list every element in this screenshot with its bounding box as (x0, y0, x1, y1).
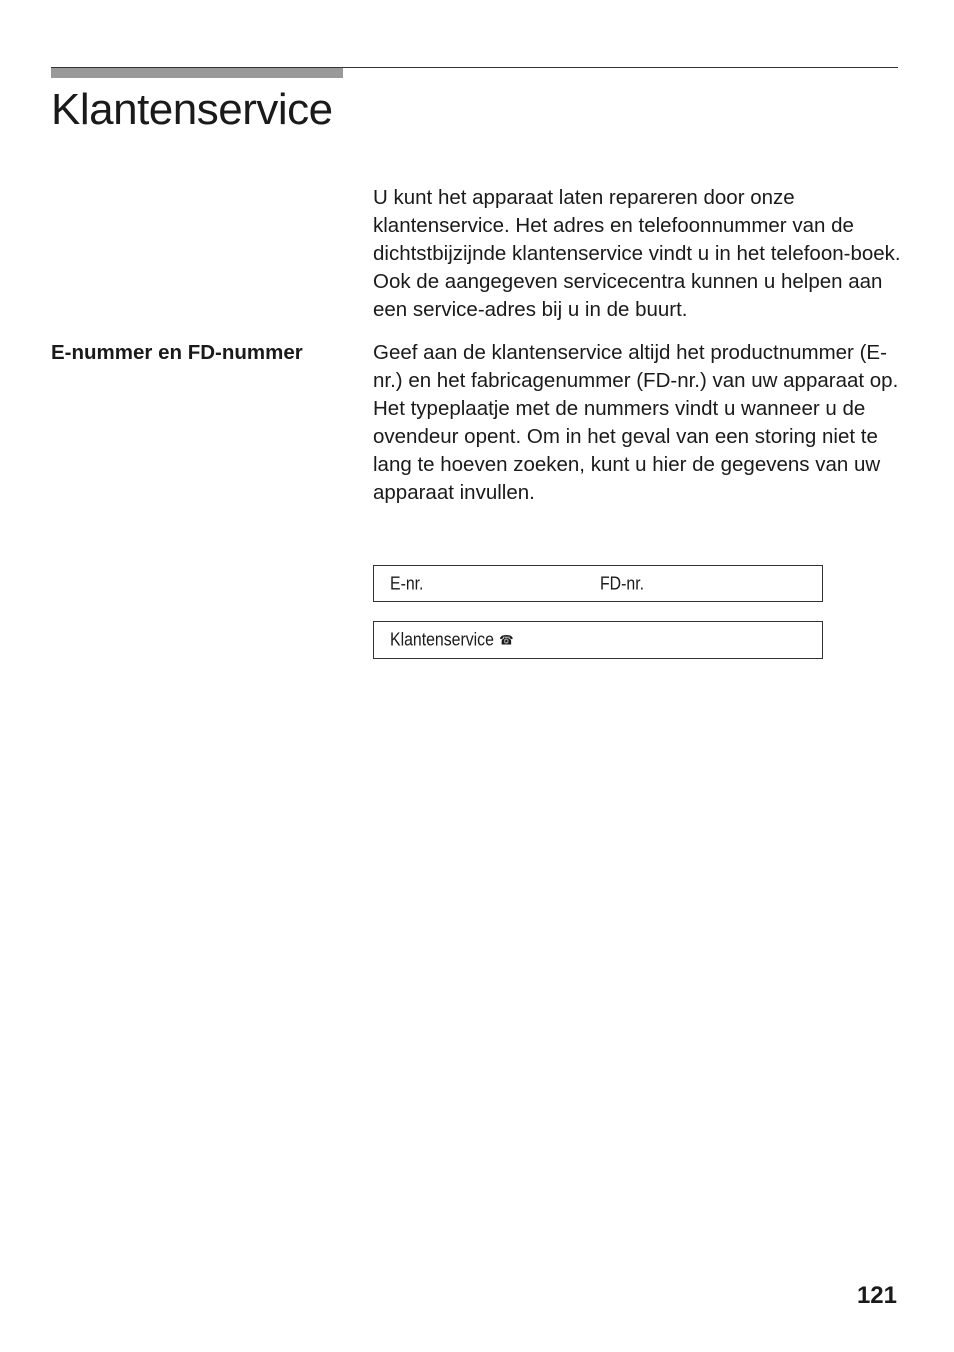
service-label: Klantenservice (390, 629, 494, 650)
service-label-group (390, 630, 513, 651)
numbers-paragraph: Geef aan de klantenservice altijd het productnummer (E-nr.) en het fabricagenummer (FD-nr.) van uw apparaat op. Het typeplaatje met de nummers vindt u wanneer u de ovendeur opent. Om in het geval van een storing niet te lang te hoeven zoeken, kunt u hier de gegevens van uw apparaat invullen. (373, 341, 899, 504)
device-numbers-box (373, 565, 823, 602)
fdnr-label: FD-nr. (600, 573, 645, 593)
intro-paragraph: U kunt het apparaat laten repareren door onze klantenservice. Het adres en telefoonnummer van de dichtstbijzijnde klantenservice vindt u in het telefoon-boek. Ook de aangegeven servicecentra kunnen u helpen aan een service-adres bij u in de buurt. (373, 186, 901, 321)
page-number: 121 (856, 1282, 897, 1309)
customer-service-box (373, 621, 823, 659)
section-heading-numbers: E-nummer en FD-nummer (51, 341, 303, 364)
page-title: Klantenservice (51, 85, 333, 134)
phone-icon: ☎ (499, 632, 514, 648)
enr-label: E-nr. (390, 573, 424, 593)
header-rule-accent (51, 68, 343, 78)
